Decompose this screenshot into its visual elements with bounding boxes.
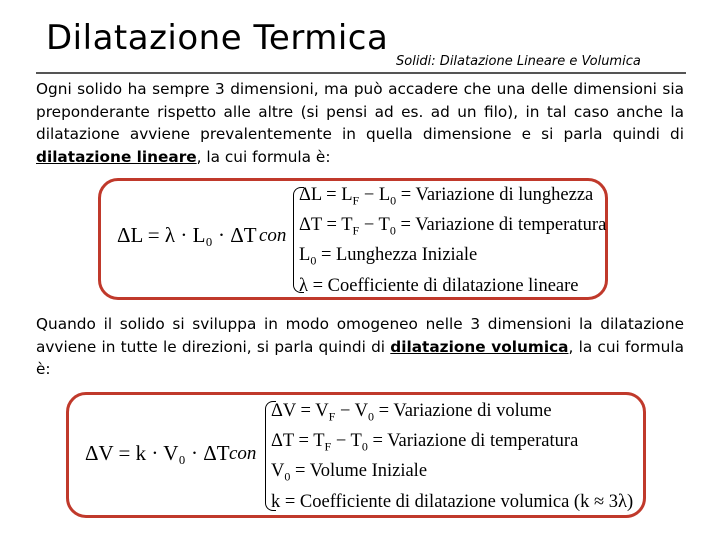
paragraph-volume-tail: , la cui formula è: [36, 337, 684, 378]
linear-formula-main: ΔL = λ · L₀ · ΔT [117, 223, 257, 247]
term-volume-expansion: dilatazione volumica [390, 337, 569, 356]
header-divider [36, 72, 686, 74]
volume-formula-definitions [271, 399, 633, 514]
volume-def-line: $\Delta V = V_F - V_0$ = Variazione di volume [271, 401, 552, 424]
paragraph-linear-tail: , la cui formula è: [196, 147, 331, 166]
volume-formula-main: ΔV = k · V₀ · ΔT [85, 441, 230, 465]
linear-formula-box [98, 178, 608, 300]
linear-def-line: $L_0$ = Lunghezza Iniziale [299, 245, 478, 269]
term-linear-expansion: dilatazione lineare [36, 147, 197, 166]
volume-def-line: $V_0$ = Volume Iniziale [271, 461, 428, 485]
linear-formula-definitions [299, 183, 606, 298]
linear-def-line: λ = Coefficiente di dilatazione lineare [299, 275, 579, 296]
paragraph-linear [36, 78, 684, 168]
paragraph-volume [36, 313, 684, 381]
volume-formula-box [66, 392, 646, 518]
volume-formula-con: con [229, 443, 257, 464]
linear-def-line: $\Delta T = T_F - T_0$ = Variazione di temperatura [299, 215, 607, 238]
page-title: Dilatazione Termica [46, 18, 389, 58]
paragraph-volume-text: Quando il solido si sviluppa in modo omogeneo nelle 3 dimensioni la dilatazione avviene in tutte le direzioni, si parla quindi di [36, 315, 684, 356]
linear-def-line: $\Delta L = L_F - L_0$ = Variazione di lunghezza [299, 185, 594, 208]
volume-def-line: $\Delta T = T_F - T_0$ = Variazione di temperatura [271, 431, 579, 454]
linear-formula-con: con [259, 225, 287, 246]
volume-def-line: k = Coefficiente di dilatazione volumica (k ≈ 3λ) [271, 491, 634, 512]
page-subtitle: Solidi: Dilatazione Lineare e Volumica [396, 54, 641, 69]
paragraph-linear-text: Ogni solido ha sempre 3 dimensioni, ma può accadere che una delle dimensioni sia preponderante rispetto alle altre (si pensi ad es. ad un filo), in tal caso anche la dilatazione avviene prevalentemente in quella dimensione e si parla quindi di [36, 80, 684, 143]
